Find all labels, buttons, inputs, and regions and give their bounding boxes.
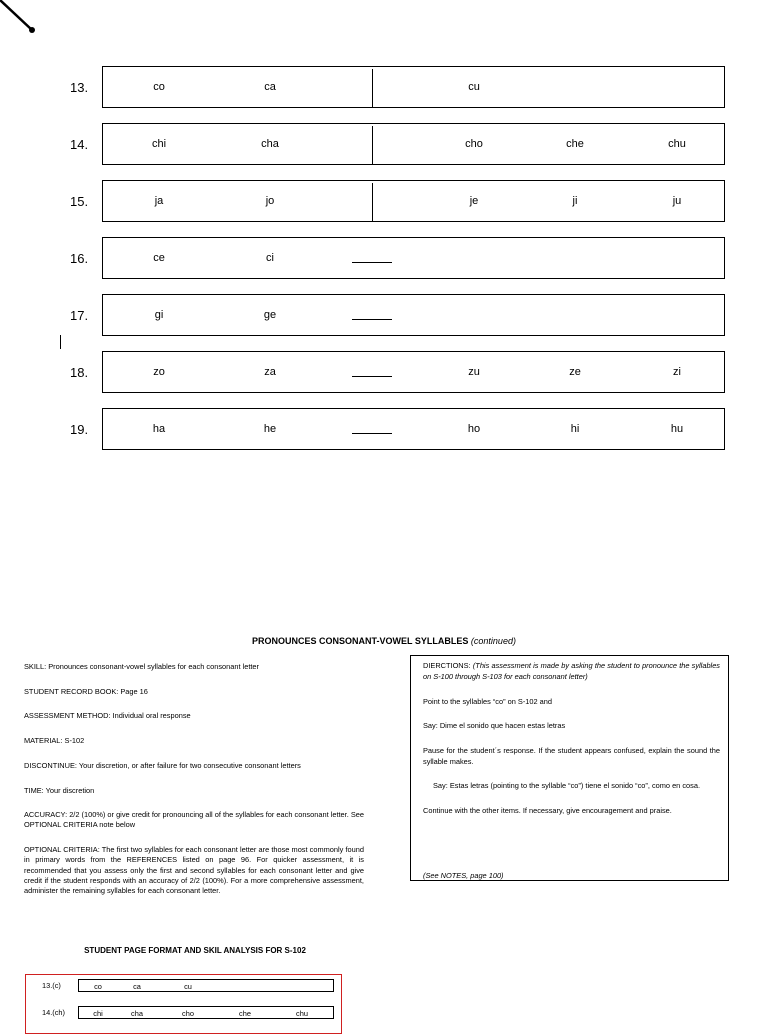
syllable: cu xyxy=(184,982,192,991)
syllable-row-18 xyxy=(0,351,768,395)
syllable: co xyxy=(94,982,102,991)
syllable-row-16 xyxy=(0,237,768,281)
blank-line xyxy=(352,433,392,434)
accuracy-text: ACCURACY: 2/2 (100%) or give credit for pronouncing all of the syllables for each consonant letter. See OPTIONAL CRITERIA note below xyxy=(24,810,364,830)
section-title-continued: (continued) xyxy=(470,636,516,646)
syllable-row-17 xyxy=(0,294,768,338)
syllable: ce xyxy=(153,252,165,264)
syllable: ji xyxy=(572,195,578,207)
directions-intro xyxy=(423,660,720,682)
syllable-box xyxy=(102,123,725,165)
directions-pause: Pause for the student´s response. If the student appears confused, explain the sound the syllable makes. xyxy=(423,745,720,766)
divider-line xyxy=(372,69,373,107)
section-title-text: PRONOUNCES CONSONANT-VOWEL SYLLABLES xyxy=(252,636,469,646)
syllable: ze xyxy=(569,366,581,378)
syllable: hi xyxy=(570,423,580,435)
skill-text: SKILL: Pronounces consonant-vowel syllables for each consonant letter xyxy=(24,662,259,671)
syllable: za xyxy=(264,366,276,378)
method-text: ASSESSMENT METHOD: Individual oral response xyxy=(24,711,191,721)
format-row-box xyxy=(78,979,334,992)
time-text: TIME: Your discretion xyxy=(24,785,95,795)
syllable: ja xyxy=(154,195,164,207)
row-number: 19. xyxy=(70,422,89,437)
syllable-row-14 xyxy=(0,123,768,167)
syllable: cho xyxy=(182,1009,194,1018)
syllable: ca xyxy=(133,982,141,991)
format-row-14 xyxy=(26,1006,346,1020)
syllable: ju xyxy=(672,195,682,207)
syllable: jo xyxy=(265,195,275,207)
optional-criteria-text: OPTIONAL CRITERIA: The first two syllables for each consonant letter are those most commonly found in primary words from the REFERENCES listed on page 96. For quicker assessment, it is recommended that you assess only the first and second syllables for each consonant letter and give credit if the student responds with an accuracy of 2/2 (100%). For a more comprehensive assessment, administer the remaining syllables for each consonant letter. xyxy=(24,845,364,895)
syllable-box xyxy=(102,66,725,108)
syllable: co xyxy=(153,81,165,93)
syllable: ho xyxy=(467,423,481,435)
syllable-box xyxy=(102,294,725,336)
syllable: chi xyxy=(151,138,167,150)
section-title xyxy=(0,636,768,646)
material-text: MATERIAL: S-102 xyxy=(24,736,85,746)
row-number: 15. xyxy=(70,194,89,209)
syllable-box xyxy=(102,237,725,279)
divider-line xyxy=(372,183,373,221)
syllable-row-19 xyxy=(0,408,768,452)
syllable: je xyxy=(469,195,479,207)
syllable: cho xyxy=(465,138,483,150)
format-preview xyxy=(25,974,342,1034)
format-title: STUDENT PAGE FORMAT AND SKIL ANALYSIS FOR S-102 xyxy=(84,946,306,955)
syllable: chu xyxy=(668,138,686,150)
row-number: 13. xyxy=(70,80,89,95)
row-number: 14. xyxy=(70,137,89,152)
syllable: zi xyxy=(673,366,681,378)
syllable-row-15 xyxy=(0,180,768,224)
syllable: chi xyxy=(93,1009,103,1018)
syllable: ca xyxy=(264,81,276,93)
blank-line xyxy=(352,319,392,320)
directions-notes: (See NOTES, page 100) xyxy=(423,871,504,880)
record-book-text: STUDENT RECORD BOOK: Page 16 xyxy=(24,686,148,696)
syllable: zo xyxy=(153,366,165,378)
arrow-cursor-icon xyxy=(0,0,40,40)
syllable: gi xyxy=(154,309,164,321)
syllable-box xyxy=(102,351,725,393)
syllable: he xyxy=(263,423,277,435)
syllable: che xyxy=(239,1009,251,1018)
blank-line xyxy=(352,376,392,377)
syllable: cu xyxy=(468,81,480,93)
format-row-13 xyxy=(26,979,346,993)
discontinue-text: DISCONTINUE: Your discretion, or after failure for two consecutive consonant letters xyxy=(24,760,301,770)
syllable: cha xyxy=(261,138,279,150)
syllable: che xyxy=(566,138,584,150)
directions-say2: Say: Estas letras (pointing to the syllable “co”) tiene el sonido “co”, como en cosa. xyxy=(433,781,701,790)
directions-continue: Continue with the other items. If necessary, give encouragement and praise. xyxy=(423,805,672,815)
directions-box xyxy=(410,655,729,881)
format-row-box xyxy=(78,1006,334,1019)
syllable: hu xyxy=(670,423,684,435)
syllable: chu xyxy=(296,1009,308,1018)
syllable: ge xyxy=(263,309,277,321)
syllable: ha xyxy=(152,423,166,435)
directions-label: DIERCTIONS: xyxy=(423,661,471,670)
directions-say1: Say: Dime el sonido que hacen estas letras xyxy=(423,721,566,730)
row-number: 17. xyxy=(70,308,89,323)
syllable: ci xyxy=(266,252,274,264)
directions-point: Point to the syllables “co” on S-102 and xyxy=(423,696,553,706)
syllable-row-13 xyxy=(0,66,768,110)
syllable: cha xyxy=(131,1009,143,1018)
assessment-info xyxy=(24,662,364,911)
syllable-box xyxy=(102,180,725,222)
syllable-box xyxy=(102,408,725,450)
blank-line xyxy=(352,262,392,263)
row-number: 16. xyxy=(70,251,89,266)
row-number: 18. xyxy=(70,365,89,380)
divider-line xyxy=(372,126,373,164)
format-row-label: 14.(ch) xyxy=(42,1008,66,1017)
syllable: zu xyxy=(468,366,480,378)
directions-intro-text: (This assessment is made by asking the student to pronounce the syllables on S-100 through S-103 for each consonant letter) xyxy=(423,661,720,681)
format-row-label: 13.(c) xyxy=(42,981,61,990)
